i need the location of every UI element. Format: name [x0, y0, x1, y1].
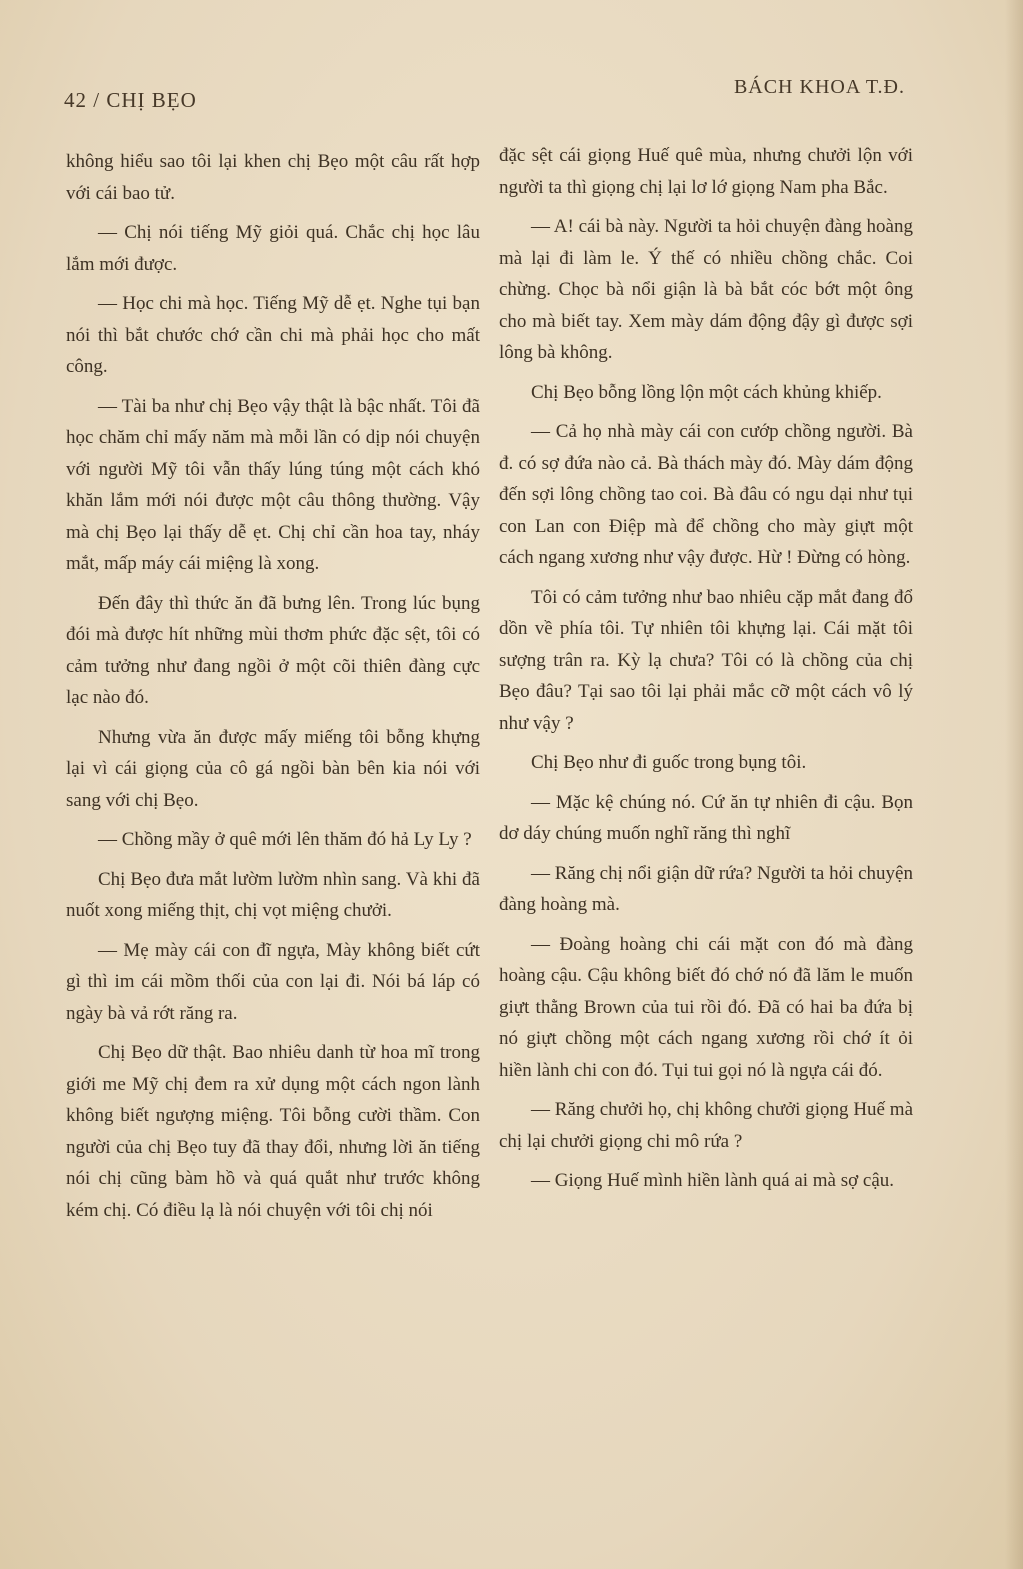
paragraph: không hiểu sao tôi lại khen chị Bẹo một câu rất hợp với cái bao tử. [66, 151, 480, 204]
paragraph: — Học chi mà học. Tiếng Mỹ dễ ẹt. Nghe tụi bạn nói thì bắt chước chớ cần chi mà phải học cho mất công. [66, 293, 480, 377]
text-column-right [499, 140, 913, 1205]
paragraph: — Chị nói tiếng Mỹ giỏi quá. Chắc chị học lâu lắm mới được. [66, 222, 480, 275]
paragraph: — Đoàng hoàng chi cái mặt con đó mà đàng hoàng cậu. Cậu không biết đó chớ nó đã lăm le muốn giựt thằng Brown của tui rồi đó. Đã có hai ba đứa bị nó giựt chồng một cách ngang xương rồi chớ ít ỏi hiền lành chi con đó. Tụi tui gọi nó là ngựa cái đó. [499, 933, 913, 1081]
paragraph: Chị Bẹo dữ thật. Bao nhiêu danh từ hoa mĩ trong giới me Mỹ chị đem ra xử dụng một cách ngon lành không biết ngượng miệng. Tôi bỗng cười thầm. Con người của chị Bẹo tuy đã thay đổi, nhưng lời ăn tiếng nói chị cũng bàm hồ và quá quắt như trước không kém chị. Có điều lạ là nói chuyện với tôi chị nói [66, 1042, 480, 1221]
paragraph: — Chồng mầy ở quê mới lên thăm đó hả Ly Ly ? [98, 829, 472, 850]
running-header-left: 42 / CHỊ BẸO [64, 88, 197, 112]
paragraph: — Giọng Huế mình hiền lành quá ai mà sợ cậu. [531, 1170, 895, 1191]
paragraph: Đến đây thì thức ăn đã bưng lên. Trong lúc bụng đói mà được hít những mùi thơm phức đặc sệt, tôi có cảm tưởng như đang ngồi ở một cõi thiên đàng cực lạc nào đó. [66, 592, 480, 708]
paragraph: — A! cái bà này. Người ta hỏi chuyện đàng hoàng mà lại đi làm le. Ý thế có nhiều chồng chắc. Coi chừng. Chọc bà nổi giận là bà bắt cóc bớt một ông cho mà biết tay. Xem mày dám động đậy gì được sợi lông bà không. [499, 216, 913, 363]
paragraph: — Cả họ nhà mày cái con cướp chồng người. Bà đ. có sợ đứa nào cả. Bà thách mày đó. Mày dám động đến sợi lông chồng tao coi. Bà đâu có ngu dại như tụi con Lan con Điệp mà để chồng cho mày giựt một cách ngang xương như vậy được. Hừ ! Đừng có hòng. [499, 421, 913, 568]
paragraph: Chị Bẹo bỗng lồng lộn một cách khủng khiếp. [531, 381, 882, 403]
paragraph: — Răng chị nổi giận dữ rứa? Người ta hỏi chuyện đàng hoàng mà. [499, 862, 913, 915]
running-header-right: BÁCH KHOA T.Đ. [733, 76, 905, 98]
paragraph: Chị Bẹo như đi guốc trong bụng tôi. [531, 752, 807, 773]
paragraph: đặc sệt cái giọng Huế quê mùa, nhưng chưởi lộn với người ta thì giọng chị lại lơ lớ giọng Nam pha Bắc. [499, 145, 913, 198]
text-column-left [66, 146, 480, 1234]
paragraph: Nhưng vừa ăn được mấy miếng tôi bỗng khựng lại vì cái giọng của cô gá ngồi bàn bên kia nói với sang với chị Bẹo. [66, 726, 480, 811]
paragraph: — Răng chưởi họ, chị không chưởi giọng Huế mà chị lại chưởi giọng chi mô rứa ? [499, 1099, 913, 1152]
paragraph: — Tài ba như chị Bẹo vậy thật là bậc nhất. Tôi đã học chăm chỉ mấy năm mà mỗi lần có dịp nói chuyện với người Mỹ tôi vẫn thấy lúng túng một cách khó khăn lắm mới nói được một câu thông thường. Vậy mà chị Bẹo lại thấy dễ ẹt. Chị chỉ cần hoa tay, nháy mắt, mấp máy cái miệng là xong. [66, 395, 480, 574]
paragraph: Chị Bẹo đưa mắt lườm lườm nhìn sang. Và khi đã nuốt xong miếng thịt, chị vọt miệng chưởi. [66, 868, 480, 921]
paragraph: Tôi có cảm tưởng như bao nhiêu cặp mắt đang đổ dồn về phía tôi. Tự nhiên tôi khựng lại. Cái mặt tôi sượng trân ra. Kỳ lạ chưa? Tôi có là chồng của chị Bẹo đâu? Tại sao tôi lại phải mắc cỡ một cách vô lý như vậy ? [499, 586, 913, 734]
page-edge-shadow [1005, 0, 1023, 1569]
paragraph: — Mặc kệ chúng nó. Cứ ăn tự nhiên đi cậu. Bọn dơ dáy chúng muốn nghĩ răng thì nghĩ [499, 791, 913, 844]
paragraph: — Mẹ mày cái con đĩ ngựa, Mày không biết cứt gì thì im cái mồm thối của con lại đi. Nói bá láp có ngày bà vả rớt răng ra. [66, 939, 480, 1024]
